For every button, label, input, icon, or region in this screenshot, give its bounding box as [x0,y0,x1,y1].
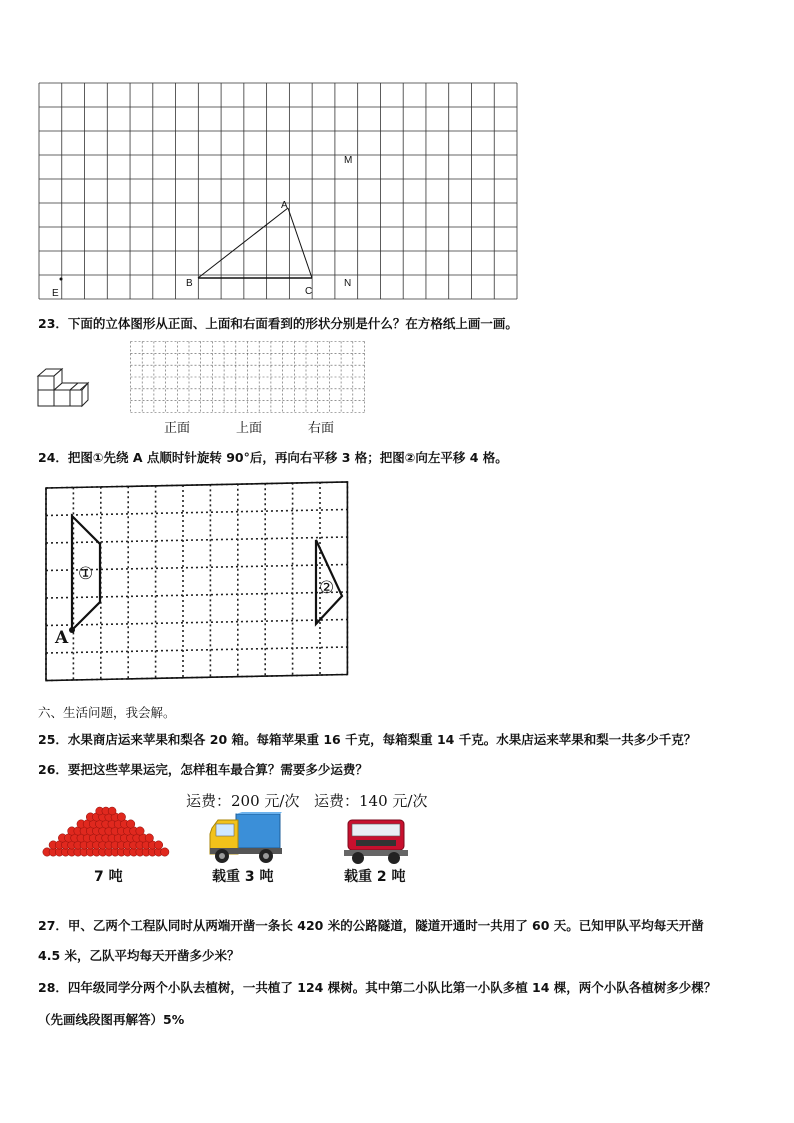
point-a-label: A [55,628,69,648]
section-6-title: 六、生活问题，我会解。 [38,705,176,720]
dotted-line [46,592,347,598]
question-26: 26．要把这些苹果运完，怎样租车最合算？需要多少运费？ [38,762,368,777]
triangle-side-ac [288,208,312,278]
cube-stack-icon [38,366,90,410]
dashed-grid-paper [130,341,365,413]
apple [117,813,125,821]
point-a [69,627,75,633]
question-23: 23．下面的立体图形从正面、上面和右面看到的形状分别是什么？在方格纸上画一画。 [38,316,518,331]
question-28-line2: （先画线段图再解答）5% [38,1012,185,1027]
triangle-side-ab [198,208,288,278]
fee-small-truck: 运费：140 元/次 [314,792,428,810]
label-b: B [186,278,193,289]
label-n: N [344,278,352,289]
label-a: A [281,200,288,211]
dotted-line [46,510,347,516]
truck-small-label: 载重 2 吨 [344,869,406,885]
apple-pile-icon [40,806,172,860]
label-c: C [305,286,313,297]
coordinate-grid-figure [38,82,518,300]
point-e [60,278,63,281]
dotted-line [46,620,347,626]
caption-front: 正面 [164,421,191,436]
question-25: 25．水果商店运来苹果和梨各 20 箱。每箱苹果重 16 千克，每箱梨重 14 千克。水果店运来苹果和梨一共多少千克？ [38,732,697,747]
truck-large-label: 载重 3 吨 [212,869,274,885]
apple [145,834,153,842]
label-m: M [344,155,353,166]
apple [136,827,144,835]
apples-label: 7 吨 [94,869,123,885]
apple [108,807,116,815]
blue-truck-icon [208,812,282,866]
question-27-line1: 27．甲、乙两个工程队同时从两端开凿一条长 420 米的公路隧道，隧道开通时一共用了 60 天。已知甲队平均每天开凿 [38,918,704,933]
question-27-line2: 4.5 米，乙队平均每天开凿多少米？ [38,948,240,963]
label-e: E [52,288,59,299]
apple [127,820,135,828]
apple [154,841,162,849]
dotted-line [46,537,347,543]
question-24: 24．把图①先绕 A 点顺时针旋转 90°后，再向右平移 3 格；把图②向左平移 4 格。 [38,450,508,465]
dotted-line [46,647,347,653]
apple [161,848,169,856]
fee-large-truck: 运费：200 元/次 [186,792,300,810]
red-truck-icon [342,818,410,864]
square-grid [38,82,518,300]
caption-top: 上面 [236,421,263,436]
shape-2-label: ② [319,578,335,598]
caption-right: 右面 [308,421,335,436]
dotted-grid-figure [38,478,378,693]
question-28-line1: 28．四年级同学分两个小队去植树，一共植了 124 棵树。其中第二小队比第一小队多植 14 棵，两个小队各植树多少棵？ [38,980,717,995]
shape-1-label: ① [78,564,94,584]
